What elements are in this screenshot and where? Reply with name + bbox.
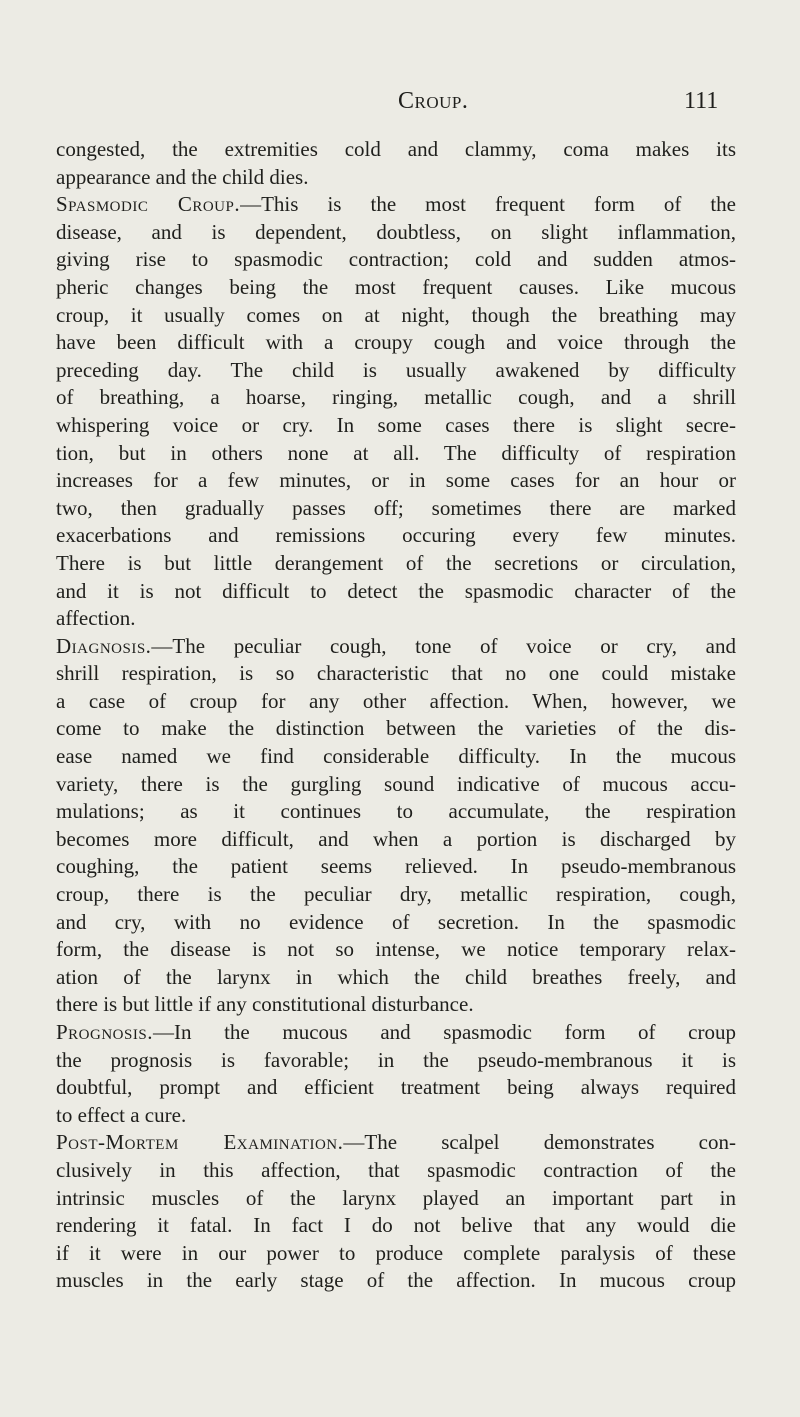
section-heading-line <box>56 633 736 661</box>
text-run: —This is the most frequent form of the <box>240 192 736 217</box>
text-line: muscles in the early stage of the affection. In mucous croup <box>56 1268 736 1293</box>
text-line: whispering voice or cry. In some cases there is slight secre- <box>56 412 736 437</box>
text-line: croup, there is the peculiar dry, metallic respiration, cough, <box>56 882 736 907</box>
text-line: coughing, the patient seems relieved. In pseudo-membranous <box>56 854 736 879</box>
text-line: have been difficult with a croupy cough and voice through the <box>56 330 736 355</box>
text-line: disease, and is dependent, doubtless, on slight inflammation, <box>56 219 736 244</box>
body-text <box>56 136 736 1295</box>
text-line: ation of the larynx in which the child breathes freely, and <box>56 964 736 989</box>
text-line: rendering it fatal. In fact I do not belive that any would die <box>56 1213 736 1238</box>
text-line: a case of croup for any other affection. When, however, we <box>56 688 736 713</box>
page-number: 111 <box>684 88 719 114</box>
text-line: giving rise to spasmodic contraction; cold and sudden atmos- <box>56 247 736 272</box>
text-line: shrill respiration, is so characteristic that no one could mistake <box>56 661 736 686</box>
text-line: exacerbations and remissions occuring every few minutes. <box>56 523 736 548</box>
text-line: form, the disease is not so intense, we notice temporary relax- <box>56 937 736 962</box>
text-line: pheric changes being the most frequent causes. Like mucous <box>56 274 736 299</box>
text-line: increases for a few minutes, or in some cases for an hour or <box>56 468 736 493</box>
text-line: the prognosis is favorable; in the pseudo-membranous it is <box>56 1047 736 1072</box>
text-line: congested, the extremities cold and clammy, coma makes its <box>56 137 736 161</box>
text-line: mulations; as it continues to accumulate, the respiration <box>56 799 736 824</box>
text-line: becomes more difficult, and when a portion is discharged by <box>56 826 736 851</box>
text-line: to effect a cure. <box>56 1102 187 1127</box>
text-line: intrinsic muscles of the larynx played an important part in <box>56 1185 736 1210</box>
text-run: —The peculiar cough, tone of voice or cry, and <box>151 633 736 658</box>
text-line: appearance and the child dies. <box>56 164 309 189</box>
page-header <box>0 86 800 122</box>
text-line: come to make the distinction between the varieties of the dis- <box>56 716 736 741</box>
running-head: Croup. <box>398 88 469 114</box>
text-line: tion, but in others none at all. The difficulty of respiration <box>56 440 736 465</box>
text-line: two, then gradually passes off; sometimes there are marked <box>56 495 736 520</box>
section-heading-spasmodic-croup: Spasmodic Croup. <box>56 192 241 217</box>
text-line: clusively in this affection, that spasmodic contraction of the <box>56 1157 736 1182</box>
section-heading-post-mortem: Post-Mortem Examination. <box>56 1130 344 1155</box>
section-heading-line <box>56 191 736 219</box>
section-heading-diagnosis: Diagnosis. <box>56 633 152 658</box>
text-line: of breathing, a hoarse, ringing, metallic cough, and a shrill <box>56 385 736 410</box>
text-line: and it is not difficult to detect the spasmodic character of the <box>56 578 736 603</box>
section-heading-prognosis: Prognosis. <box>56 1020 153 1044</box>
text-line: preceding day. The child is usually awakened by difficulty <box>56 357 736 382</box>
text-line: if it were in our power to produce complete paralysis of these <box>56 1240 736 1265</box>
text-line: doubtful, prompt and efficient treatment being always required <box>56 1075 736 1100</box>
text-line: there is but little if any constitutional disturbance. <box>56 992 474 1017</box>
text-line: There is but little derangement of the secretions or circulation, <box>56 550 736 575</box>
section-heading-line <box>56 1129 736 1157</box>
text-run: —The scalpel demonstrates con- <box>343 1130 736 1155</box>
text-line: and cry, with no evidence of secretion. In the spasmodic <box>56 909 736 934</box>
text-line: affection. <box>56 606 136 631</box>
text-line: variety, there is the gurgling sound indicative of mucous accu- <box>56 771 736 796</box>
text-run: —In the mucous and spasmodic form of croup <box>152 1020 736 1044</box>
text-line: ease named we find considerable difficulty. In the mucous <box>56 744 736 769</box>
text-line: croup, it usually comes on at night, though the breathing may <box>56 302 736 327</box>
section-heading-line <box>56 1019 736 1047</box>
